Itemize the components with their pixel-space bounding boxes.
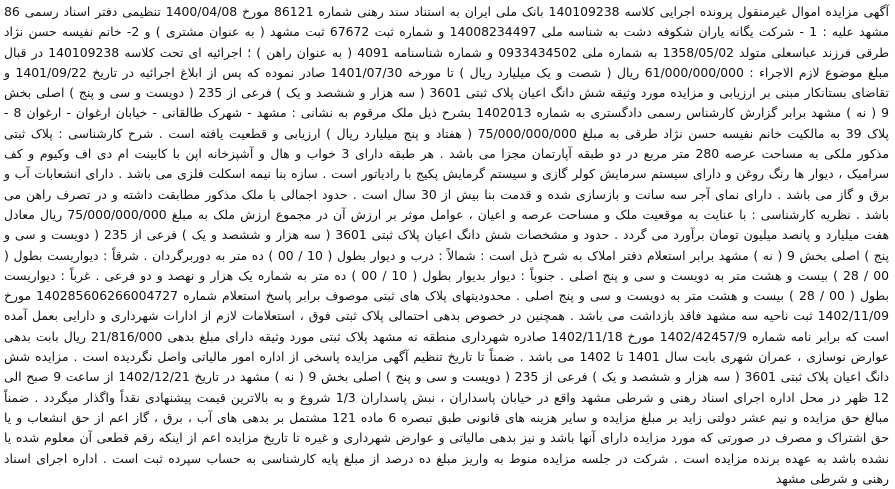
auction-notice-text: آگهی مزایده اموال غیرمنقول پرونده اجرایی کلاسه 140109238 بانک ملی ایران به استناد سند رهنی شماره 86121 مورخ 1400/04/08 تنظیمی دفتر اسناد رسمی 86 مشهد علیه : 1 - شرکت یگانه یاران شکوفه دشت به شناسه ملی 14008234497 و شماره ثبت 67672 ثبت مشهد ( به عنوان مشتری ) و 2- خانم نفیسه حسن نژاد طرقی فرزند عباسعلی متولد 1358/05/02 به شماره ملی 0933434502 و شماره شناسنامه 4091 ( به عنوان راهن ) ؛ اجرائیه ای تحت کلاسه 140109238 در قبال مبلغ موضوع لازم الاجراء : 61/000/000/000 ریال ( شصت و یک میلیارد ریال ) تا مورخه 1401/07/30 صادر نموده که پس از ابلاغ اجرائیه در تاریخ 1401/09/22 و تقاضای بستانکار مبنی بر ارزیابی و مزایده مورد وثیقه شش دانگ اعیان پلاک ثبتی 3601 ( سه هزار و ششصد و یک ) فرعی از 235 ( دویست و سی و پنج ) اصلی بخش 9 ( نه ) مشهد برابر گزارش کارشناس رسمی دادگستری به شماره 1402013 بشرح ذیل ملک مرقوم به نشانی : مشهد - شهرک طالقانی - خیابان ارغوان - ارغوان 8 - پلاک 39 به مالکیت خانم نفیسه حسن نژاد طرقی به مبلغ 75/000/000/000 ( هفتاد و پنج میلیارد ریال ) ارزیابی و قطعیت یافته است . شرح کارشناسی : پلاک ثبتی مذکور ملکی به مساحت عرصه 280 متر مربع در دو طبقه آپارتمان مجزا می باشد . هر طبقه دارای 3 خواب و هال و آشپزخانه اپن با کابینت ام دی اف وکیوم و کف سرامیک ، دیوار ها رنگ روغن و دارای سیستم سرمایش کولر گازی و سیستم گرمایش پکیج با رادیاتور است . سازه بنا نیمه اسکلت فلزی می باشد . دارای انشعابات آب و برق و گاز می باشد . دارای نمای آجر سه سانت و بازسازی شده و قدمت بنا بیش از 30 سال است . حدود اجمالی با ملک مذکور مطابقت داشته و در تصرف راهن می باشد . نظریه کارشناسی : با عنایت به موقعیت ملک و مساحت عرصه و اعیان ، عوامل موثر بر ارزش آن در مجموع ارزش ملک به مبلغ 75/000/000/000 ریال معادل هفت میلیارد و پانصد میلیون تومان برآورد می گردد . حدود و مشخصات شش دانگ اعیان پلاک ثبتی 3601 ( سه هزار و ششصد و یک ) فرعی از 235 ( دویست و سی و پنج ) اصلی بخش 9 ( نه ) مشهد برابر استعلام دفتر املاک به شرح ذیل است : شمالاً : درب و دیوار بطول ( 10 / 00 ) ده متر به دوربرگردان . شرقاً : دیواریست بطول ( 00 / 28 ) بیست و هشت متر به دویست و سی و پنج اصلی . جنوباً : دیوار بدیوار بطول ( 10 / 00 ) ده متر به شماره یک هزار و نهصد و دو فرعی . غرباً : دیواریست بطول ( 00 / 28 ) بیست و هشت متر به دویست و سی و پنج اصلی . محدودیتهای پلاک های ثبتی موصوف برابر پاسخ استعلام شماره 140285606266004727 مورخ 1402/11/09 ثبت ناحیه سه مشهد فاقد بازداشت می باشد . همچنین در خصوص بدهی احتمالی پلاک ثبتی فوق ، استعلامات لازم از ادارات شهرداری و دارایی بعمل آمده است که برابر نامه شماره 1402/42457/9 مورخ 1402/11/18 صادره شهرداری منطقه نه مشهد پلاک ثبتی مورد وثیقه دارای مبلغ بدهی 21/816/000 ریال بابت بدهی عوارض نوسازی ، عمران شهری بابت سال 1401 تا 1402 می باشد . ضمناً تا تاریخ تنظیم آگهی مزایده پاسخی از اداره امور مالیاتی واصل نگردیده است . مزایده شش دانگ اعیان پلاک ثبتی 3601 ( سه هزار و ششصد و یک ) فرعی از 235 ( دویست و سی و پنج ) اصلی بخش 9 ( نه ) مشهد در تاریخ 1402/12/21 از ساعت 9 صبح الی 12 ظهر در محل اداره اجرای اسناد رهنی و شرطی مشهد واقع در خیابان پاسداران ، نبش پاسداران 1/3 شروع و به بالاترین قیمت پیشنهادی نقداً واگذار میگردد . ضمناً مبالغ حق مزایده و نیم عشر دولتی زاید بر مبلغ مزایده و سایر هزینه های قانونی طبق تبصره 6 ماده 121 مشتمل بر بدهی های آب ، برق ، گاز اعم از حق انشعاب و یا حق اشتراک و مصرف در صورتی که مورد مزایده دارای آنها باشد و نیز بدهی مالیاتی و عوارض شهرداری و غیره تا تاریخ مزایده اعم از اینکه رقم قطعی آن معلوم شده یا نشده باشد به عهده برنده مزایده است . شرکت در جلسه مزایده منوط به واریز مبلغ ده درصد از مبلغ پایه کارشناسی به حساب سپرده ثبت است . اداره اجرای اسناد رهنی و شرطی مشهد	[4, 4, 890, 486]
